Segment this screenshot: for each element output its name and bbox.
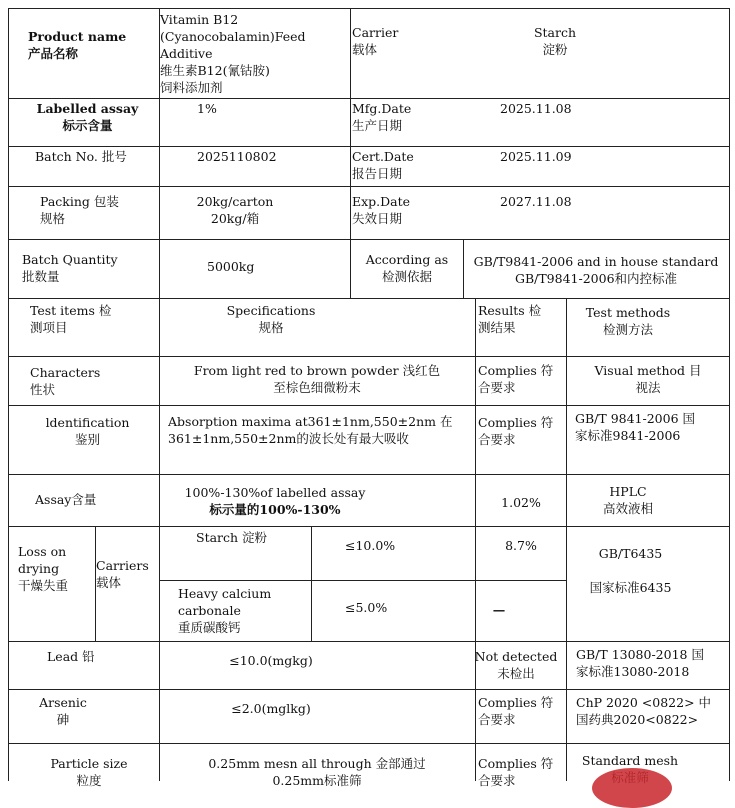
table-rule (8, 146, 730, 147)
test-item: Characters 性状 (30, 365, 101, 397)
test-item: ldentification 鉴别 (45, 415, 130, 447)
calcium-name: Heavy calcium carbonale 重质碳酸钙 (178, 586, 272, 635)
test-spec: 0.25mm mesn all through 金部通过 0.25mm标准筛 (208, 756, 426, 788)
test-result: Complies 符 合要求 (478, 695, 554, 727)
product-name-label: Product name 产品名称 (28, 29, 127, 61)
table-rule (8, 474, 730, 475)
table-rule (8, 405, 730, 406)
test-item: Assay含量 (35, 492, 97, 507)
packing-label: Packing 包装 规格 (40, 194, 119, 226)
results-header: Results 检 测结果 (478, 303, 542, 335)
table-rule (463, 239, 464, 298)
cert-date-label: Cert.Date 报告日期 (352, 149, 414, 181)
loss-on-drying-method: GB/T6435 国家标准6435 (589, 546, 672, 595)
test-method: HPLC 高效液相 (602, 484, 653, 516)
test-result: 1.02% (501, 495, 541, 510)
table-rule (8, 356, 730, 357)
table-rule (566, 298, 567, 781)
exp-date-value: 2027.11.08 (500, 194, 572, 209)
table-rule (729, 8, 730, 781)
test-item: Particle size 粒度 (50, 756, 128, 788)
test-method: Visual method 目 视法 (594, 363, 702, 395)
test-spec-cn: 标示量的100%-130% (209, 502, 341, 517)
table-rule (8, 186, 730, 187)
according-value: GB/T9841-2006 and in house standard GB/T9841-2006和内控标准 (473, 254, 719, 286)
table-rule (8, 526, 730, 527)
calcium-result: — (492, 602, 506, 617)
table-rule (8, 641, 730, 642)
labelled-assay-value: 1% (197, 101, 217, 116)
loss-on-drying-label: Loss on drying 干燥失重 (18, 544, 69, 593)
table-rule (8, 8, 9, 781)
carrier-value: Starch 淀粉 (533, 25, 577, 57)
table-rule (8, 239, 730, 240)
test-spec: Absorption maxima at361±1nm,550±2nm 在 361±1nm,550±2nm的波长处有最大吸收 (168, 414, 453, 446)
carriers-label: Carriers 载体 (96, 558, 149, 590)
test-result: Not detected 未检出 (474, 649, 558, 681)
batch-quantity-value: 5000kg (207, 259, 255, 274)
calcium-limit: ≤5.0% (345, 600, 388, 615)
table-rule (8, 743, 730, 744)
packing-value: 20kg/carton 20kg/箱 (196, 194, 274, 226)
table-rule (8, 98, 730, 99)
batch-no-value: 2025110802 (197, 149, 277, 164)
test-method: GB/T 13080-2018 国 家标准13080-2018 (576, 647, 704, 679)
test-methods-header: Test methods 检测方法 (585, 305, 671, 337)
exp-date-label: Exp.Date 失效日期 (352, 194, 411, 226)
test-item: Arsenic 砷 (39, 695, 87, 727)
specifications-header: Specifications 规格 (226, 303, 316, 335)
table-rule (8, 8, 730, 9)
according-label: According as 检测依据 (365, 252, 449, 284)
batch-quantity-label: Batch Quantity 批数量 (22, 252, 118, 284)
mfg-date-label: Mfg.Date 生产日期 (352, 101, 412, 133)
table-rule (160, 580, 567, 581)
test-method: Standard mesh (581, 753, 679, 768)
starch-name: Starch 淀粉 (196, 530, 268, 545)
test-result: Complies 符 合要求 (478, 415, 554, 447)
test-method: GB/T 9841-2006 国 家标准9841-2006 (575, 411, 696, 443)
test-item: Lead 铅 (47, 649, 95, 664)
test-spec: 100%-130%of labelled assay (184, 485, 366, 500)
test-items-header: Test items 检 测项目 (30, 303, 112, 335)
test-spec: ≤10.0(mgkg) (229, 653, 313, 668)
test-spec: From light red to brown powder 浅红色 至棕色细微粉末 (193, 363, 441, 395)
product-name-value: Vitamin B12 (Cyanocobalamin)Feed Additive 维生素B12(氰钴胺) 饲料添加剂 (160, 12, 306, 95)
test-result: Complies 符 合要求 (478, 363, 554, 395)
test-result: Complies 符 合要求 (478, 756, 554, 788)
table-rule (475, 298, 476, 781)
company-seal (592, 768, 672, 808)
cert-date-value: 2025.11.09 (500, 149, 572, 164)
table-rule (350, 8, 351, 298)
mfg-date-value: 2025.11.08 (500, 101, 572, 116)
labelled-assay-label: Labelled assay 标示含量 (36, 101, 139, 133)
test-method: ChP 2020 <0822> 中 国药典2020<0822> (576, 695, 712, 727)
table-rule (8, 298, 730, 299)
table-rule (311, 526, 312, 641)
table-rule (8, 689, 730, 690)
test-spec: ≤2.0(mglkg) (231, 701, 311, 716)
starch-limit: ≤10.0% (345, 538, 396, 553)
batch-no-label: Batch No. 批号 (35, 149, 127, 164)
carrier-label: Carrier 载体 (352, 25, 399, 57)
starch-result: 8.7% (505, 538, 537, 553)
